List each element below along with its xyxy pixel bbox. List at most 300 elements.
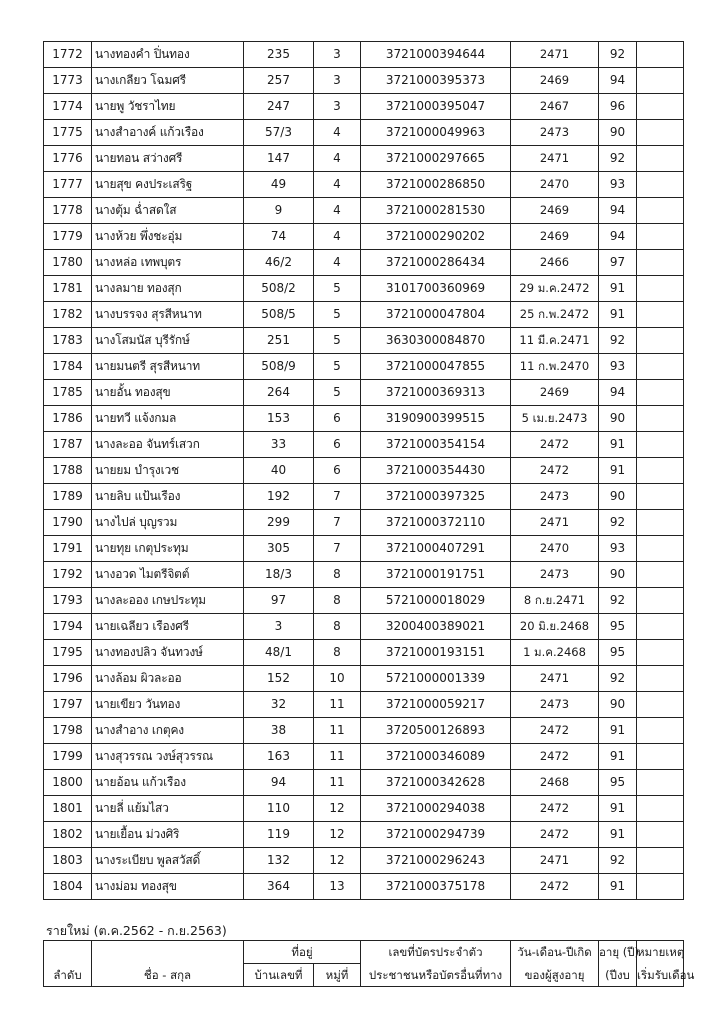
age-cell: 90	[599, 562, 637, 588]
age-cell: 91	[599, 302, 637, 328]
village-number-cell: 6	[314, 458, 361, 484]
citizen-id-cell: 3720500126893	[361, 718, 511, 744]
citizen-id-cell: 3721000047804	[361, 302, 511, 328]
birth-date-cell: 2470	[511, 172, 599, 198]
remark-cell	[637, 198, 684, 224]
table-row	[44, 276, 684, 302]
remark-cell	[637, 42, 684, 68]
house-number-cell: 508/2	[244, 276, 314, 302]
citizen-id-cell: 3721000372110	[361, 510, 511, 536]
age-cell: 92	[599, 328, 637, 354]
house-number-cell: 18/3	[244, 562, 314, 588]
row-number-cell: 1774	[44, 94, 92, 120]
age-cell: 90	[599, 120, 637, 146]
age-cell: 92	[599, 510, 637, 536]
remark-cell	[637, 172, 684, 198]
village-number-cell: 5	[314, 380, 361, 406]
birth-date-cell: 2467	[511, 94, 599, 120]
house-number-cell: 49	[244, 172, 314, 198]
header-age-line1: อายุ (ปี)	[599, 941, 637, 964]
row-number-cell: 1776	[44, 146, 92, 172]
person-name-cell: นางอวด ไมตรีจิตต์	[92, 562, 244, 588]
house-number-cell: 48/1	[244, 640, 314, 666]
row-number-cell: 1802	[44, 822, 92, 848]
person-name-cell: นายอั้น ทองสุข	[92, 380, 244, 406]
table-row	[44, 94, 684, 120]
person-name-cell: นางสำอางค์ แก้วเรือง	[92, 120, 244, 146]
village-number-cell: 4	[314, 146, 361, 172]
birth-date-cell: 2473	[511, 120, 599, 146]
remark-cell	[637, 250, 684, 276]
age-cell: 90	[599, 406, 637, 432]
table-row	[44, 484, 684, 510]
birth-date-cell: 2472	[511, 718, 599, 744]
birth-date-cell: 2472	[511, 458, 599, 484]
row-number-cell: 1781	[44, 276, 92, 302]
person-name-cell: นางตุ้ม ฉ่ำสดใส	[92, 198, 244, 224]
person-name-cell: นางหล่อ เทพบุตร	[92, 250, 244, 276]
age-cell: 91	[599, 276, 637, 302]
row-number-cell: 1792	[44, 562, 92, 588]
birth-date-cell: 2472	[511, 744, 599, 770]
table-row	[44, 796, 684, 822]
person-name-cell: นายทวี แจ้งกมล	[92, 406, 244, 432]
house-number-cell: 32	[244, 692, 314, 718]
village-number-cell: 8	[314, 640, 361, 666]
person-name-cell: นางเกลียว โฉมศรี	[92, 68, 244, 94]
age-cell: 97	[599, 250, 637, 276]
age-cell: 94	[599, 224, 637, 250]
elderly-registry-table	[43, 41, 684, 900]
birth-date-cell: 11 มี.ค.2471	[511, 328, 599, 354]
citizen-id-cell: 3721000342628	[361, 770, 511, 796]
table-row	[44, 666, 684, 692]
birth-date-cell: 2471	[511, 848, 599, 874]
village-number-cell: 4	[314, 198, 361, 224]
row-number-cell: 1799	[44, 744, 92, 770]
village-number-cell: 4	[314, 224, 361, 250]
age-cell: 91	[599, 796, 637, 822]
person-name-cell: นางลมาย ทองสุก	[92, 276, 244, 302]
person-name-cell: นายอ้อน แก้วเรือง	[92, 770, 244, 796]
house-number-cell: 251	[244, 328, 314, 354]
remark-cell	[637, 302, 684, 328]
village-number-cell: 5	[314, 276, 361, 302]
remark-cell	[637, 94, 684, 120]
birth-date-cell: 11 ก.พ.2470	[511, 354, 599, 380]
person-name-cell: นายเฉลียว เรืองศรี	[92, 614, 244, 640]
house-number-cell: 299	[244, 510, 314, 536]
age-cell: 92	[599, 146, 637, 172]
citizen-id-cell: 3721000191751	[361, 562, 511, 588]
birth-date-cell: 2471	[511, 510, 599, 536]
house-number-cell: 9	[244, 198, 314, 224]
village-number-cell: 3	[314, 42, 361, 68]
birth-date-cell: 2469	[511, 68, 599, 94]
village-number-cell: 12	[314, 848, 361, 874]
person-name-cell: นางทองปลิว จันทวงษ์	[92, 640, 244, 666]
remark-cell	[637, 458, 684, 484]
house-number-cell: 257	[244, 68, 314, 94]
header-row-1	[44, 941, 684, 964]
row-number-cell: 1786	[44, 406, 92, 432]
citizen-id-cell: 3721000354154	[361, 432, 511, 458]
new-entries-table-header	[43, 940, 695, 987]
age-cell: 95	[599, 770, 637, 796]
age-cell: 90	[599, 484, 637, 510]
village-number-cell: 3	[314, 68, 361, 94]
house-number-cell: 364	[244, 874, 314, 900]
row-number-cell: 1773	[44, 68, 92, 94]
person-name-cell: นางระเบียบ พูลสวัสดิ์	[92, 848, 244, 874]
remark-cell	[637, 666, 684, 692]
birth-date-cell: 5 เม.ย.2473	[511, 406, 599, 432]
house-number-cell: 247	[244, 94, 314, 120]
age-cell: 91	[599, 458, 637, 484]
house-number-cell: 3	[244, 614, 314, 640]
row-number-cell: 1772	[44, 42, 92, 68]
birth-date-cell: 2473	[511, 692, 599, 718]
table-row	[44, 614, 684, 640]
table-row	[44, 562, 684, 588]
citizen-id-cell: 3721000296243	[361, 848, 511, 874]
person-name-cell: นายลิบ แป้นเรือง	[92, 484, 244, 510]
person-name-cell: นายเขียว วันทอง	[92, 692, 244, 718]
house-number-cell: 33	[244, 432, 314, 458]
age-cell: 91	[599, 718, 637, 744]
house-number-cell: 97	[244, 588, 314, 614]
table-row	[44, 224, 684, 250]
remark-cell	[637, 822, 684, 848]
citizen-id-cell: 3721000346089	[361, 744, 511, 770]
table-row	[44, 770, 684, 796]
row-number-cell: 1785	[44, 380, 92, 406]
table-row	[44, 458, 684, 484]
person-name-cell: นางทองคำ ปิ่นทอง	[92, 42, 244, 68]
remark-cell	[637, 536, 684, 562]
person-name-cell: นายพู วัชราไทย	[92, 94, 244, 120]
table-row	[44, 302, 684, 328]
age-cell: 95	[599, 640, 637, 666]
house-number-cell: 119	[244, 822, 314, 848]
age-cell: 91	[599, 822, 637, 848]
remark-cell	[637, 718, 684, 744]
remark-cell	[637, 510, 684, 536]
remark-cell	[637, 744, 684, 770]
row-number-cell: 1778	[44, 198, 92, 224]
citizen-id-cell: 3721000397325	[361, 484, 511, 510]
citizen-id-cell: 5721000001339	[361, 666, 511, 692]
table-row	[44, 198, 684, 224]
header-moo: หมู่ที่	[314, 964, 361, 987]
birth-date-cell: 2471	[511, 42, 599, 68]
header-note-line1: หมายเหตุ	[637, 941, 684, 964]
village-number-cell: 6	[314, 406, 361, 432]
village-number-cell: 4	[314, 250, 361, 276]
age-cell: 95	[599, 614, 637, 640]
remark-cell	[637, 328, 684, 354]
table-body	[44, 42, 684, 900]
header-name: ชื่อ - สกุล	[92, 964, 244, 987]
birth-date-cell: 2466	[511, 250, 599, 276]
remark-cell	[637, 68, 684, 94]
birth-date-cell: 2469	[511, 380, 599, 406]
citizen-id-cell: 3721000290202	[361, 224, 511, 250]
remark-cell	[637, 120, 684, 146]
row-number-cell: 1804	[44, 874, 92, 900]
row-number-cell: 1796	[44, 666, 92, 692]
remark-cell	[637, 614, 684, 640]
birth-date-cell: 2468	[511, 770, 599, 796]
person-name-cell: นางห้วย พึ่งชะอุ่ม	[92, 224, 244, 250]
age-cell: 92	[599, 848, 637, 874]
citizen-id-cell: 3721000407291	[361, 536, 511, 562]
village-number-cell: 11	[314, 770, 361, 796]
citizen-id-cell: 3721000281530	[361, 198, 511, 224]
citizen-id-cell: 3721000369313	[361, 380, 511, 406]
row-number-cell: 1784	[44, 354, 92, 380]
age-cell: 93	[599, 354, 637, 380]
age-cell: 91	[599, 432, 637, 458]
person-name-cell: นายมนตรี สุรสีหนาท	[92, 354, 244, 380]
remark-cell	[637, 796, 684, 822]
citizen-id-cell: 3721000294038	[361, 796, 511, 822]
citizen-id-cell: 3200400389021	[361, 614, 511, 640]
age-cell: 91	[599, 874, 637, 900]
table-row	[44, 380, 684, 406]
remark-cell	[637, 354, 684, 380]
village-number-cell: 5	[314, 354, 361, 380]
remark-cell	[637, 874, 684, 900]
person-name-cell: นางละออ จันทร์เสวก	[92, 432, 244, 458]
birth-date-cell: 2471	[511, 146, 599, 172]
table-row	[44, 822, 684, 848]
header-house: บ้านเลขที่	[244, 964, 314, 987]
house-number-cell: 264	[244, 380, 314, 406]
house-number-cell: 508/9	[244, 354, 314, 380]
birth-date-cell: 2469	[511, 198, 599, 224]
citizen-id-cell: 3101700360969	[361, 276, 511, 302]
row-number-cell: 1779	[44, 224, 92, 250]
citizen-id-cell: 3721000286850	[361, 172, 511, 198]
row-number-cell: 1775	[44, 120, 92, 146]
house-number-cell: 94	[244, 770, 314, 796]
header-age-line2: (ปีงบ	[599, 964, 637, 987]
birth-date-cell: 2473	[511, 562, 599, 588]
row-number-cell: 1800	[44, 770, 92, 796]
village-number-cell: 11	[314, 718, 361, 744]
header-birth-line1: วัน-เดือน-ปีเกิด	[511, 941, 599, 964]
header-name-top	[92, 941, 244, 964]
person-name-cell: นายสุข คงประเสริฐ	[92, 172, 244, 198]
table-row	[44, 432, 684, 458]
age-cell: 91	[599, 744, 637, 770]
remark-cell	[637, 588, 684, 614]
remark-cell	[637, 146, 684, 172]
citizen-id-cell: 3721000395373	[361, 68, 511, 94]
table-row	[44, 68, 684, 94]
citizen-id-cell: 3721000059217	[361, 692, 511, 718]
row-number-cell: 1777	[44, 172, 92, 198]
house-number-cell: 305	[244, 536, 314, 562]
remark-cell	[637, 432, 684, 458]
table-row	[44, 172, 684, 198]
citizen-id-cell: 5721000018029	[361, 588, 511, 614]
person-name-cell: นางละออง เกษประทุม	[92, 588, 244, 614]
remark-cell	[637, 692, 684, 718]
row-number-cell: 1780	[44, 250, 92, 276]
village-number-cell: 11	[314, 744, 361, 770]
birth-date-cell: 2473	[511, 484, 599, 510]
village-number-cell: 12	[314, 796, 361, 822]
citizen-id-cell: 3721000193151	[361, 640, 511, 666]
house-number-cell: 46/2	[244, 250, 314, 276]
birth-date-cell: 20 มิ.ย.2468	[511, 614, 599, 640]
row-number-cell: 1790	[44, 510, 92, 536]
header-no: ลำดับ	[44, 964, 92, 987]
table-row	[44, 640, 684, 666]
village-number-cell: 8	[314, 588, 361, 614]
remark-cell	[637, 848, 684, 874]
house-number-cell: 57/3	[244, 120, 314, 146]
person-name-cell: นายยม บำรุงเวช	[92, 458, 244, 484]
village-number-cell: 8	[314, 562, 361, 588]
person-name-cell: นางโสมนัส บุรีรักษ์	[92, 328, 244, 354]
village-number-cell: 7	[314, 536, 361, 562]
house-number-cell: 38	[244, 718, 314, 744]
birth-date-cell: 2469	[511, 224, 599, 250]
birth-date-cell: 2470	[511, 536, 599, 562]
person-name-cell: นายลี่ แย้มไสว	[92, 796, 244, 822]
remark-cell	[637, 562, 684, 588]
person-name-cell: นายทอน สว่างศรี	[92, 146, 244, 172]
village-number-cell: 7	[314, 510, 361, 536]
table-row	[44, 120, 684, 146]
row-number-cell: 1789	[44, 484, 92, 510]
village-number-cell: 4	[314, 172, 361, 198]
table-row	[44, 146, 684, 172]
village-number-cell: 6	[314, 432, 361, 458]
table-row	[44, 536, 684, 562]
age-cell: 94	[599, 68, 637, 94]
row-number-cell: 1798	[44, 718, 92, 744]
header-row-2	[44, 964, 684, 987]
header-address: ที่อยู่	[244, 941, 361, 964]
row-number-cell: 1801	[44, 796, 92, 822]
house-number-cell: 110	[244, 796, 314, 822]
village-number-cell: 13	[314, 874, 361, 900]
citizen-id-cell: 3721000294739	[361, 822, 511, 848]
birth-date-cell: 25 ก.พ.2472	[511, 302, 599, 328]
table-row	[44, 692, 684, 718]
person-name-cell: นายเยื้อน ม่วงศิริ	[92, 822, 244, 848]
person-name-cell: นางสำอาง เกตุคง	[92, 718, 244, 744]
birth-date-cell: 2472	[511, 432, 599, 458]
header-birth-line2: ของผู้สูงอายุ	[511, 964, 599, 987]
birth-date-cell: 29 ม.ค.2472	[511, 276, 599, 302]
citizen-id-cell: 3721000049963	[361, 120, 511, 146]
person-name-cell: นางไปล่ บุญรวม	[92, 510, 244, 536]
birth-date-cell: 8 ก.ย.2471	[511, 588, 599, 614]
table-row	[44, 510, 684, 536]
village-number-cell: 7	[314, 484, 361, 510]
remark-cell	[637, 224, 684, 250]
row-number-cell: 1783	[44, 328, 92, 354]
age-cell: 90	[599, 692, 637, 718]
header-id-line2: ประชาชนหรือบัตรอื่นที่ทาง	[361, 964, 511, 987]
header-no-top	[44, 941, 92, 964]
birth-date-cell: 2471	[511, 666, 599, 692]
remark-cell	[637, 276, 684, 302]
citizen-id-cell: 3721000375178	[361, 874, 511, 900]
remark-cell	[637, 406, 684, 432]
table-row	[44, 588, 684, 614]
header-note-line2: เริ่มรับเดือน	[637, 964, 684, 987]
house-number-cell: 508/5	[244, 302, 314, 328]
age-cell: 93	[599, 536, 637, 562]
birth-date-cell: 2472	[511, 822, 599, 848]
citizen-id-cell: 3721000354430	[361, 458, 511, 484]
age-cell: 94	[599, 380, 637, 406]
person-name-cell: นางสุวรรณ วงษ์สุวรรณ	[92, 744, 244, 770]
village-number-cell: 10	[314, 666, 361, 692]
citizen-id-cell: 3721000394644	[361, 42, 511, 68]
age-cell: 94	[599, 198, 637, 224]
table-row	[44, 406, 684, 432]
remark-cell	[637, 484, 684, 510]
village-number-cell: 5	[314, 328, 361, 354]
row-number-cell: 1797	[44, 692, 92, 718]
citizen-id-cell: 3721000395047	[361, 94, 511, 120]
row-number-cell: 1794	[44, 614, 92, 640]
table-row	[44, 744, 684, 770]
house-number-cell: 152	[244, 666, 314, 692]
village-number-cell: 5	[314, 302, 361, 328]
citizen-id-cell: 3630300084870	[361, 328, 511, 354]
person-name-cell: นางล้อม ผิวละออ	[92, 666, 244, 692]
birth-date-cell: 2472	[511, 796, 599, 822]
house-number-cell: 153	[244, 406, 314, 432]
house-number-cell: 132	[244, 848, 314, 874]
house-number-cell: 163	[244, 744, 314, 770]
row-number-cell: 1788	[44, 458, 92, 484]
house-number-cell: 40	[244, 458, 314, 484]
table-row	[44, 718, 684, 744]
age-cell: 92	[599, 42, 637, 68]
age-cell: 92	[599, 588, 637, 614]
village-number-cell: 11	[314, 692, 361, 718]
house-number-cell: 192	[244, 484, 314, 510]
age-cell: 93	[599, 172, 637, 198]
table-row	[44, 42, 684, 68]
header-id-line1: เลขที่บัตรประจำตัว	[361, 941, 511, 964]
house-number-cell: 235	[244, 42, 314, 68]
table-row	[44, 874, 684, 900]
remark-cell	[637, 380, 684, 406]
section-caption: รายใหม่ (ต.ค.2562 - ก.ย.2563)	[46, 923, 227, 938]
row-number-cell: 1787	[44, 432, 92, 458]
citizen-id-cell: 3721000286434	[361, 250, 511, 276]
row-number-cell: 1793	[44, 588, 92, 614]
person-name-cell: นายทุย เกตุประทุม	[92, 536, 244, 562]
row-number-cell: 1803	[44, 848, 92, 874]
remark-cell	[637, 640, 684, 666]
table-row	[44, 250, 684, 276]
birth-date-cell: 2472	[511, 874, 599, 900]
table-row	[44, 354, 684, 380]
village-number-cell: 12	[314, 822, 361, 848]
table-row	[44, 848, 684, 874]
